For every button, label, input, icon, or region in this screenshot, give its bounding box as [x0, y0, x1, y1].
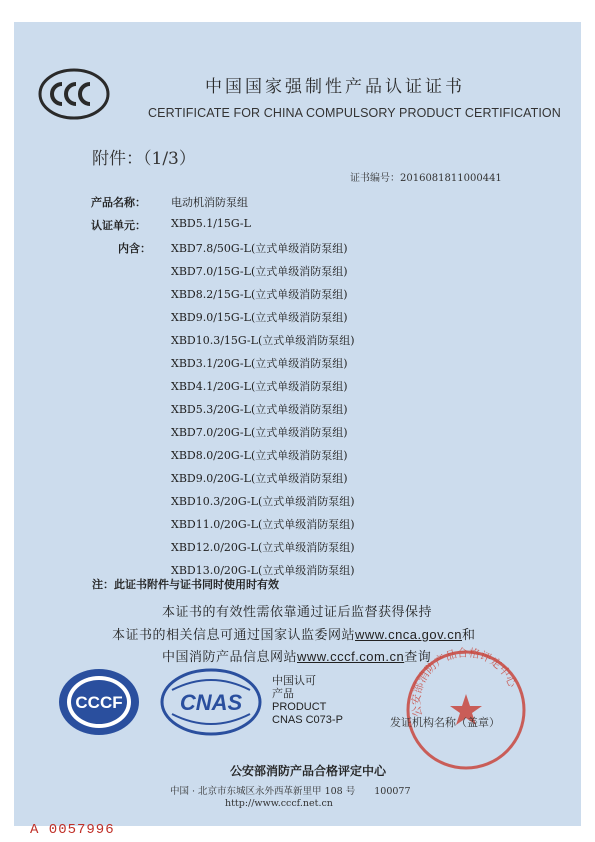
- unit-value: XBD5.1/15G-L: [171, 217, 251, 230]
- content-item: XBD7.0/20G-L(立式单级消防泵组): [171, 426, 348, 439]
- content-item: XBD4.1/20G-L(立式单级消防泵组): [171, 380, 348, 393]
- content-item: XBD12.0/20G-L(立式单级消防泵组): [171, 541, 355, 554]
- legal-line-3: [162, 646, 431, 665]
- content-item: XBD7.0/15G-L(立式单级消防泵组): [171, 265, 348, 278]
- content-item: XBD3.1/20G-L(立式单级消防泵组): [171, 357, 348, 370]
- content-item: XBD10.3/20G-L(立式单级消防泵组): [171, 495, 355, 508]
- product-name-label: 产品名称：: [91, 196, 146, 209]
- legal-line-3-prefix: 中国消防产品信息网站: [162, 650, 298, 665]
- title-english: CERTIFICATE FOR CHINA COMPULSORY PRODUCT CERTIFICATION: [148, 106, 561, 120]
- cccf-logo: [58, 668, 140, 736]
- unit-label: 认证单元：: [91, 219, 146, 232]
- cnas-line-2: 产品: [272, 688, 294, 700]
- cccf-link[interactable]: www.cccf.com.cn: [297, 649, 405, 664]
- certificate-number: 证书编号：2016081811000441: [350, 173, 502, 184]
- cnca-link[interactable]: www.cnca.gov.cn: [355, 627, 462, 642]
- organization-address: 中国 · 北京市东城区永外西革新里甲 108 号 100077: [170, 786, 411, 797]
- legal-line-1: 本证书的有效性需依靠通过证后监督获得保持: [162, 605, 433, 620]
- product-name-value: 电动机消防泵组: [171, 196, 248, 209]
- validity-note: 注：此证书附件与证书同时使用时有效: [92, 578, 279, 591]
- content-item: XBD9.0/20G-L(立式单级消防泵组): [171, 472, 348, 485]
- content-item: XBD7.8/50G-L(立式单级消防泵组): [171, 242, 348, 255]
- legal-line-2-suffix: 和: [461, 628, 476, 643]
- title-chinese: 中国国家强制性产品认证证书: [205, 77, 465, 97]
- content-item: XBD13.0/20G-L(立式单级消防泵组): [171, 564, 355, 577]
- cnas-line-4: CNAS C073-P: [272, 714, 343, 726]
- issuer-label: 发证机构名称（盖章）: [390, 716, 500, 729]
- cnas-logo-text: CNAS: [179, 690, 243, 715]
- legal-line-2: [112, 624, 476, 643]
- ccc-mark-logo: [38, 68, 110, 120]
- content-item: XBD5.3/20G-L(立式单级消防泵组): [171, 403, 348, 416]
- content-item: XBD10.3/15G-L(立式单级消防泵组): [171, 334, 355, 347]
- seal-text: 公安部消防产品合格评定中心: [409, 646, 519, 718]
- content-item: XBD9.0/15G-L(立式单级消防泵组): [171, 311, 348, 324]
- organization-website[interactable]: http://www.cccf.net.cn: [225, 798, 333, 809]
- serial-number: A 0057996: [30, 822, 115, 838]
- issuing-organization: 公安部消防产品合格评定中心: [230, 764, 387, 778]
- legal-line-3-suffix: 查询: [404, 650, 432, 665]
- content-item: XBD8.0/20G-L(立式单级消防泵组): [171, 449, 348, 462]
- contents-label: 内含：: [118, 242, 151, 255]
- cccf-logo-text: CCCF: [75, 693, 123, 712]
- cnas-line-3: PRODUCT: [272, 701, 327, 713]
- official-red-seal: [402, 646, 530, 774]
- cnas-accreditation-text: [272, 675, 343, 727]
- cnas-logo: [160, 668, 262, 736]
- content-item: XBD8.2/15G-L(立式单级消防泵组): [171, 288, 348, 301]
- legal-line-2-prefix: 本证书的相关信息可通过国家认监委网站: [112, 628, 356, 643]
- cnas-line-1: 中国认可: [272, 675, 316, 687]
- annex-label: 附件：（1/3）: [92, 149, 196, 169]
- content-item: XBD11.0/20G-L(立式单级消防泵组): [171, 518, 355, 531]
